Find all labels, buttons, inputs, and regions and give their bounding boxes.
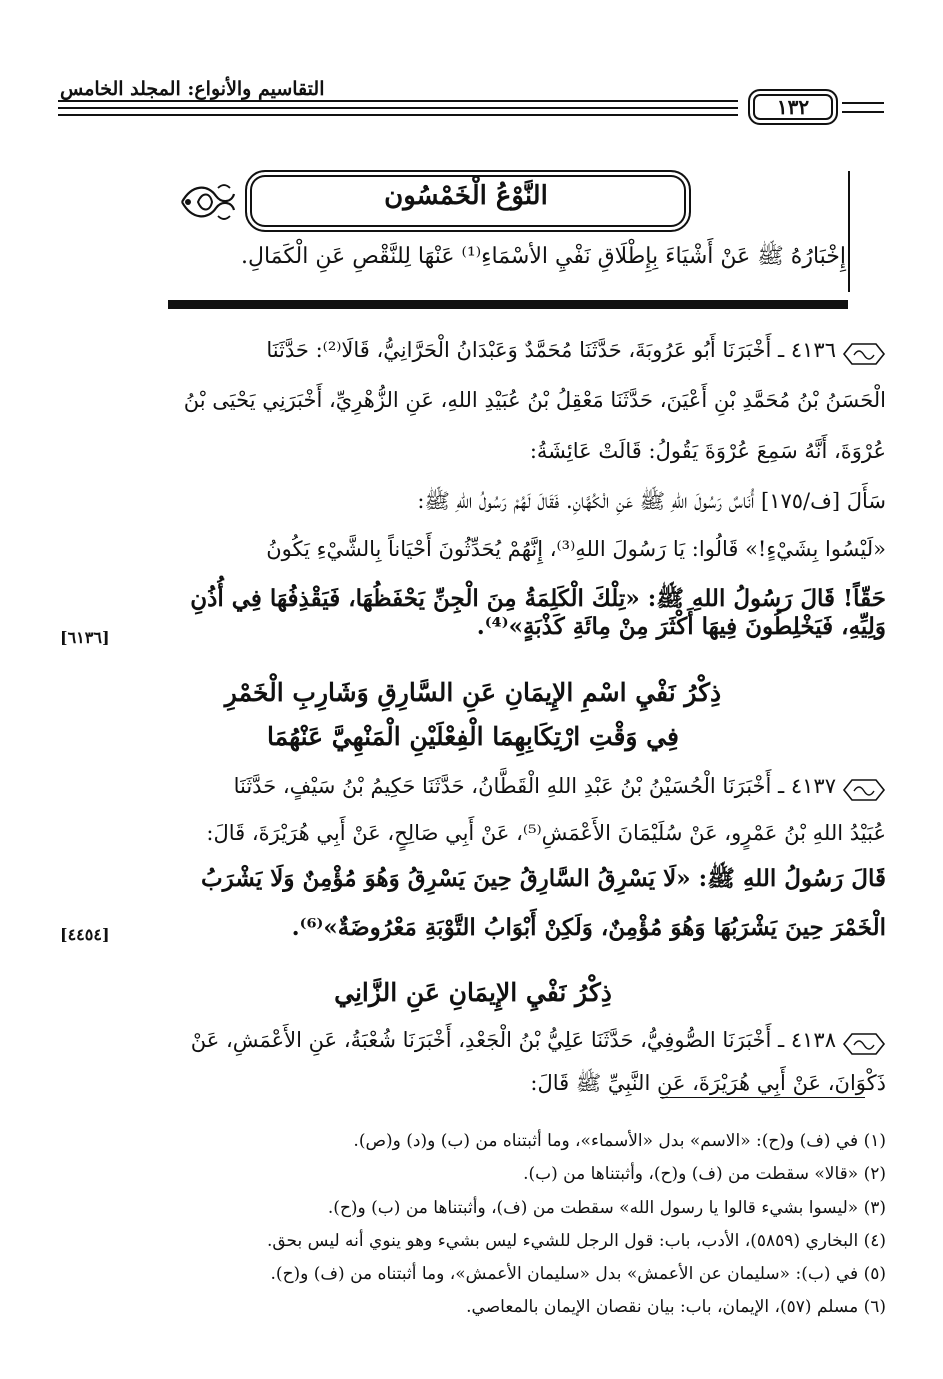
- hadith-4136-ref: [٦١٣٦]: [60, 628, 110, 647]
- hadith-4138-isnad-line-1: ٤١٣٨ ـ أَخْبَرَنَا الصُّوفِيُّ، حَدَّثَنَا عَلِيُّ بْنُ الْجَعْدِ، أَخْبَرَنَا شُعْبَةُ، عَنِ الأَعْمَشِ، عَنْ: [190, 1028, 836, 1052]
- hadith-4136-matn-line-4: وَلِيِّهِ، فَيَخْلِطُونَ فِيهَا أَكْثَرَ مِنْ مِائَةِ كَذْبَةٍ»⁽⁴⁾.: [476, 613, 886, 640]
- running-title: التقاسيم والأنواع: المجلد الخامس: [60, 78, 325, 100]
- hadith-4136-isnad-line-3: عُرْوَةَ، أَنَّهُ سَمِعَ عُرْوَةَ يَقُولُ: قَالَتْ عَائِشَةُ:: [529, 439, 886, 463]
- ornament-icon: [178, 178, 238, 226]
- footnote-5: (٥) في (ب): «سليمان عن الأعمش» بدل «سليمان الأعمش»، وما أثبتناه من (ف) و(ح).: [270, 1264, 886, 1284]
- header-rules-right: [842, 102, 884, 116]
- hadith-4136-isnad-line-2: الْحَسَنُ بْنُ مُحَمَّدِ بْنِ أَعْيَنَ، حَدَّثَنَا مَعْقِلُ بْنُ عُبَيْدِ اللهِ، عَنِ الزُّهْرِيِّ، أَخْبَرَنِي يَحْيَى بْنُ: [183, 388, 886, 412]
- hadith-4136-matn-line-3: حَقّاً! قَالَ رَسُولُ اللهِ ﷺ: «تِلْكَ الْكَلِمَةُ مِنَ الْجِنِّ يَحْفَظُهَا، فَيَقْذِفُهَا فِي أُذُنِ: [190, 585, 886, 612]
- hadith-4138-isnad-line-2: ذَكْوَانَ، عَنْ أَبِي هُرَيْرَةَ، عَنِ النَّبِيِّ ﷺ قَالَ:: [530, 1071, 886, 1095]
- section-title-line-2: فِي وَقْتِ ارْتِكَابِهِمَا الْفِعْلَيْنِ الْمَنْهِيَّ عَنْهُمَا: [267, 722, 679, 751]
- footnote-1: (١) في (ف) و(ح): «الاسم» بدل «الأسماء»، وما أثبتناه من (ب) و(د) و(ص).: [353, 1131, 886, 1151]
- header-rules: [58, 100, 738, 118]
- footnote-6: (٦) مسلم (٥٧)، الإيمان، باب: بيان نقصان الإيمان بالمعاصي.: [466, 1297, 886, 1317]
- hadith-4137-isnad-line-2: عُبَيْدُ اللهِ بْنُ عَمْرٍو، عَنْ سُلَيْمَانَ الأَعْمَشِ⁽⁵⁾، عَنْ أَبِي صَالِحٍ، عَنْ أَبِي هُرَيْرَةَ، قَالَ:: [206, 821, 886, 845]
- hadith-4137-matn-line-2: الْخَمْرَ حِينَ يَشْرَبُهَا وَهُوَ مُؤْمِنٌ، وَلَكِنْ أَبْوَابُ التَّوْبَةِ مَعْرُوضَةٌ»⁽⁶⁾.: [291, 914, 886, 941]
- hadith-4136-matn-line-1: سَأَلَ [ف/١٧٥] أُنَاسٌ رَسُولَ اللهِ ﷺ عَنِ الْكُهَّانِ. فَقَالَ لَهُمْ رَسُولُ اللهِ ﷺ:: [417, 489, 886, 513]
- hadith-4137-isnad-line-1: ٤١٣٧ ـ أَخْبَرَنَا الْحُسَيْنُ بْنُ عَبْدِ اللهِ الْقَطَّانُ، حَدَّثَنَا حَكِيمُ بْنُ سَيْفٍ، حَدَّثَنَا: [233, 774, 836, 798]
- footnote-2: (٢) «قالا» سقطت من (ف) و(ح)، وأثبتناها من (ب).: [523, 1164, 886, 1184]
- hadith-4136-isnad-line-1: ٤١٣٦ ـ أَخْبَرَنَا أَبُو عَرُوبَةَ، حَدَّثَنَا مُحَمَّدٌ وَعَبْدَانُ الْحَرَّانِيُّ، قَالَا⁽²⁾: حَدَّثَنَا: [266, 338, 836, 362]
- section-title-3: ذِكْرُ نَفْيِ الإِيمَانِ عَنِ الزَّانِي: [334, 978, 612, 1007]
- footnote-3: (٣) «ليسوا بشيء قالوا يا رسول الله» سقطت من (ف)، وأثبتناها من (ب) و(ح).: [327, 1198, 886, 1218]
- chapter-divider: [168, 300, 848, 309]
- hadith-4137-matn-line-1: قَالَ رَسُولُ اللهِ ﷺ: «لَا يَسْرِقُ السَّارِقُ حِينَ يَسْرِقُ وَهُوَ مُؤْمِنٌ وَلَا يَشْرَبُ: [201, 865, 886, 892]
- footnote-divider: [660, 1097, 865, 1098]
- hadith-4137-ref: [٤٤٥٤]: [60, 925, 110, 944]
- page-number: ١٣٢: [748, 89, 838, 125]
- footnote-4: (٤) البخاري (٥٨٥٩)، الأدب، باب: قول الرجل للشيء ليس بشيء وهو ينوي أنه ليس بحق.: [266, 1231, 886, 1251]
- hadith-4136-matn-line-2: «لَيْسُوا بِشَيْءٍ!» قَالُوا: يَا رَسُولَ اللهِ⁽³⁾، إِنَّهُمْ يُحَدِّثُونَ أَحْيَاناً بِالشَّيْءِ يَكُونُ: [266, 537, 886, 561]
- chapter-title: النَّوْعُ الْخَمْسُون: [384, 181, 548, 211]
- section-title-line-1: ذِكْرُ نَفْيِ اسْمِ الإِيمَانِ عَنِ السَّارِقِ وَشَارِبِ الْخَمْرِ: [224, 678, 722, 707]
- chapter-subtitle: إِخْبَارُهُ ﷺ عَنْ أَشْيَاءَ بِإِطْلَاقِ نَفْيِ الأسْمَاءِ⁽¹⁾ عَنْهَا لِلنَّقْصِ عَنِ الْكَمَالِ.: [241, 244, 846, 269]
